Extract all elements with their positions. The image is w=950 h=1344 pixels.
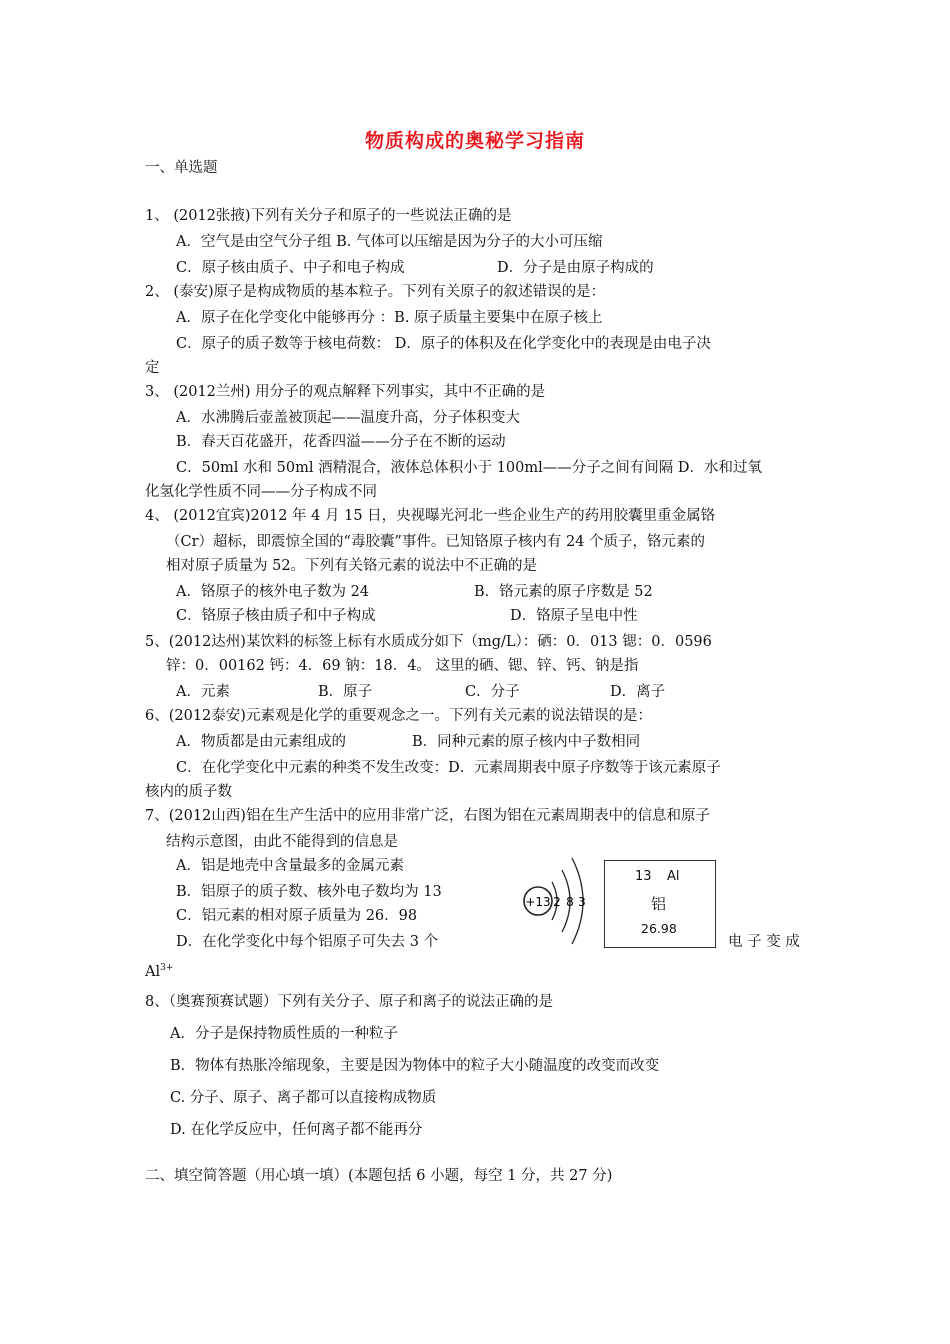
text-line-q3a: A．水沸腾后壶盖被顶起——温度升高，分子体积变大: [176, 410, 520, 426]
text-line-q7d_end: 电 子 变 成: [728, 934, 800, 950]
element-name: 铝: [651, 895, 667, 913]
al-ion-base: Al: [145, 963, 161, 980]
text-line-q1ab: A．空气是由空气分子组 B. 气体可以压缩是因为分子的大小可压缩: [176, 234, 603, 250]
text-line-q2ab: A．原子在化学变化中能够再分 ：B. 原子质量主要集中在原子核上: [176, 310, 603, 326]
text-line-q4c_opt: C．铬原子核由质子和中子构成: [176, 608, 376, 624]
text-line-q6cont: 核内的质子数: [145, 784, 232, 800]
text-line-q5a_opt: A．元素: [176, 684, 230, 700]
text-line-q7a_opt: A．铝是地壳中含量最多的金属元素: [176, 858, 404, 874]
text-line-q7c_opt: C．铝元素的相对原子质量为 26．98: [176, 908, 418, 924]
al-ion-formula: [145, 958, 173, 982]
text-line-q4d_opt: D．铬原子呈电中性: [510, 608, 638, 624]
text-line-q5b: 锌：0．00162 钙：4．69 钠：18．4。 这里的硒、锶、锌、钙、钠是指: [166, 658, 639, 674]
element-symbol: Al: [667, 869, 680, 884]
text-line-q4: 4、 (2012宜宾)2012 年 4 月 15 日，央视曝光河北一些企业生产的药用胶囊里重金属铬: [145, 508, 716, 524]
text-line-q2cont: 定: [145, 360, 160, 376]
nucleus-charge: +13: [525, 895, 551, 909]
text-line-q4b_opt: B．铬元素的原子序数是 52: [474, 584, 653, 600]
text-line-q3cont: 化氢化学性质不同——分子构成不同: [145, 484, 377, 500]
atomic-number: 13: [635, 869, 652, 884]
text-line-q1c: C．原子核由质子、中子和电子构成: [176, 260, 405, 276]
text-line-q8c: C. 分子、原子、离子都可以直接构成物质: [170, 1090, 437, 1106]
text-line-q6a: A．物质都是由元素组成的: [176, 734, 346, 750]
text-line-q2: 2、 (泰安)原子是构成物质的基本粒子。下列有关原子的叙述错误的是：: [145, 284, 606, 300]
al-ion-charge: 3+: [160, 963, 174, 973]
text-line-q3: 3、 (2012兰州) 用分子的观点解释下列事实，其中不正确的是: [145, 384, 546, 400]
text-line-q2cd: C．原子的质子数等于核电荷数： D．原子的体积及在化学变化中的表现是由电子决: [176, 336, 711, 352]
text-line-q4c: 相对原子质量为 52。下列有关铬元素的说法中不正确的是: [166, 558, 538, 574]
text-line-section2: 二、填空简答题（用心填一填）(本题包括 6 小题，每空 1 分，共 27 分): [145, 1168, 613, 1184]
text-line-q4b: （Cr）超标，即震惊全国的“毒胶囊”事件。已知铬原子核内有 24 个质子，铬元素的: [166, 534, 706, 550]
text-line-q6: 6、(2012泰安)元素观是化学的重要观念之一。下列有关元素的说法错误的是：: [145, 708, 652, 724]
text-line-q7b_opt: B．铝原子的质子数、核外电子数均为 13: [176, 884, 442, 900]
section-heading: 一、单选题: [145, 160, 218, 176]
text-line-q4a_opt: A．铬原子的核外电子数为 24: [176, 584, 370, 600]
text-line-q5c_opt: C．分子: [465, 684, 520, 700]
text-line-q7: 7、(2012山西)铝在生产生活中的应用非常广泛，右图为铝在元素周期表中的信息和原子: [145, 808, 710, 824]
text-line-q7b: 结构示意图，由此不能得到的信息是: [166, 834, 398, 850]
text-line-q5d_opt: D．离子: [610, 684, 666, 700]
text-line-q6b: B．同种元素的原子核内中子数相同: [412, 734, 641, 750]
text-line-q8: 8、（奥赛预赛试题）下列有关分子、原子和离子的说法正确的是: [145, 994, 553, 1010]
text-line-q1: 1、 (2012张掖)下列有关分子和原子的一些说法正确的是: [145, 208, 512, 224]
text-line-q8a: A．分子是保持物质性质的一种粒子: [170, 1026, 398, 1042]
text-line-q1d: D．分子是由原子构成的: [497, 260, 654, 276]
text-line-q3cd: C．50ml 水和 50ml 酒精混合，液体总体积小于 100ml——分子之间有间隔 D．水和过氧: [176, 460, 763, 476]
aluminum-atom-structure-diagram: [516, 846, 598, 956]
text-line-q8b: B．物体有热胀冷缩现象，主要是因为物体中的粒子大小随温度的改变而改变: [170, 1058, 660, 1074]
atomic-mass: 26.98: [641, 921, 677, 936]
shell-3-count: 3: [578, 895, 586, 909]
text-line-q5: 5、(2012达州)某饮料的标签上标有水质成分如下（mg/L）：硒：0．013 锶：0．0596: [145, 634, 712, 650]
text-line-q5b_opt: B．原子: [318, 684, 373, 700]
periodic-table-cell: [604, 860, 716, 948]
text-line-q7d_opt: D．在化学变化中每个铝原子可失去 3 个: [176, 934, 439, 950]
text-line-q3b: B．春天百花盛开，花香四溢——分子在不断的运动: [176, 434, 506, 450]
text-line-q6cd: C．在化学变化中元素的种类不发生改变：D．元素周期表中原子序数等于该元素原子: [176, 760, 721, 776]
page-title: 物质构成的奥秘学习指南: [364, 130, 585, 152]
text-line-q8d: D. 在化学反应中，任何离子都不能再分: [170, 1122, 423, 1138]
shell-2-count: 8: [566, 895, 574, 909]
shell-1-count: 2: [553, 895, 561, 909]
